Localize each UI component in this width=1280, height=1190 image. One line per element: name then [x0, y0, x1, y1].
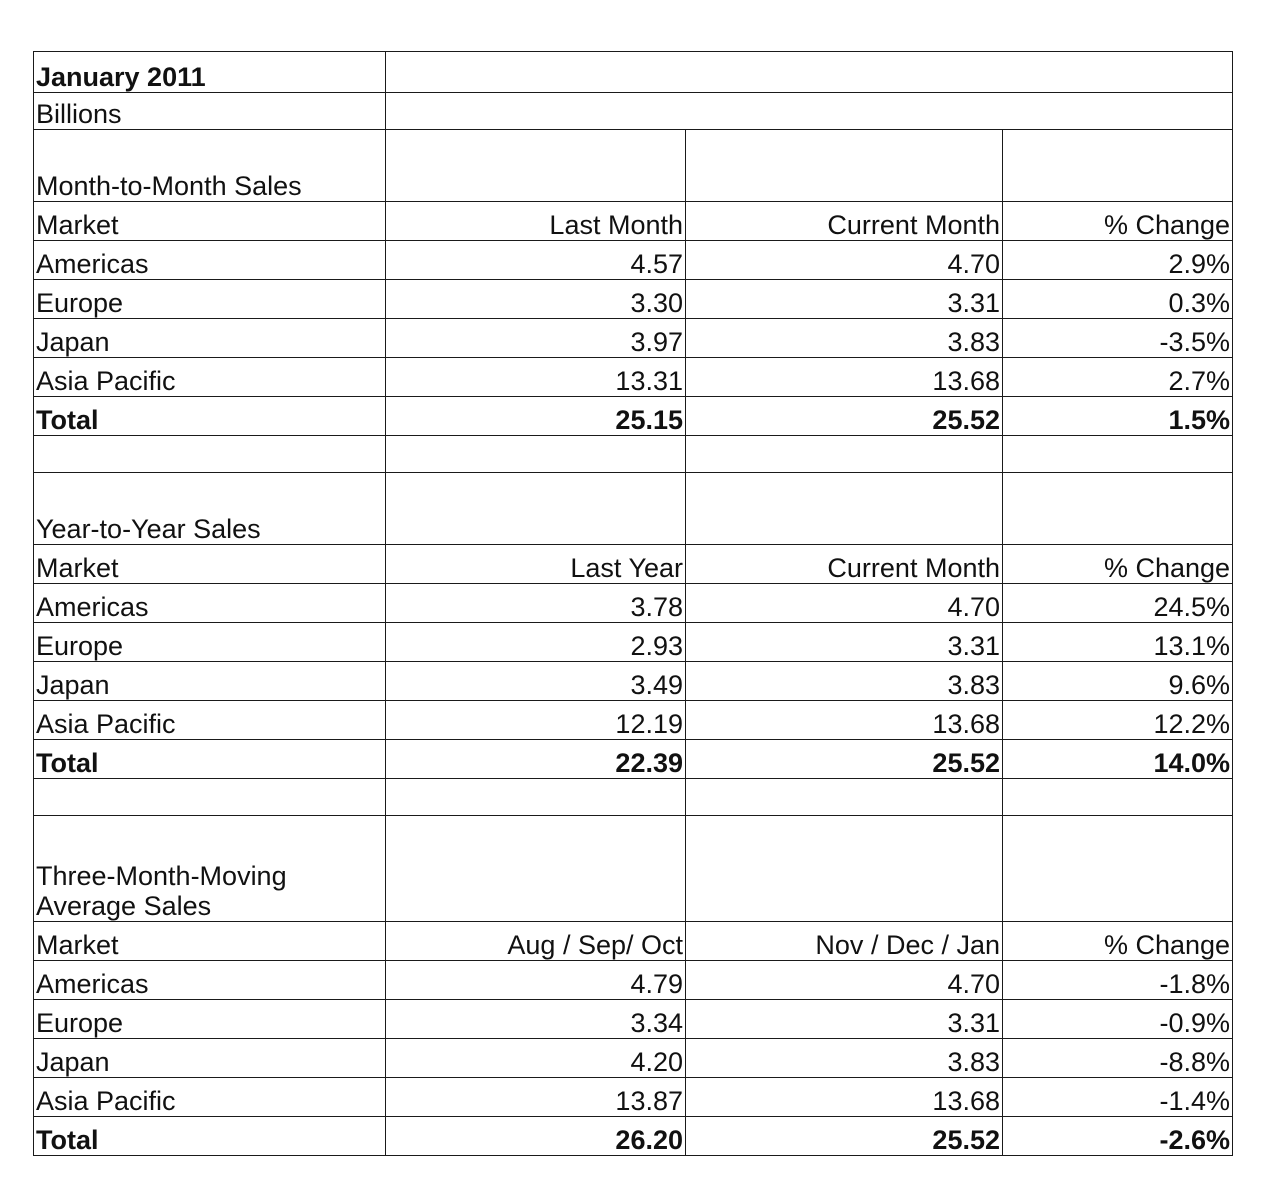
total-value: 25.52: [686, 740, 1003, 779]
table-row: [34, 1000, 1233, 1039]
value-cell: 3.34: [386, 1000, 686, 1039]
empty-cell: [1003, 436, 1233, 473]
total-row: [34, 1117, 1233, 1156]
section-title-row: [34, 816, 1233, 922]
market-cell: Asia Pacific: [34, 1078, 386, 1117]
value-cell: 13.68: [686, 358, 1003, 397]
table-row: [34, 701, 1233, 740]
unit-row: [34, 93, 1233, 130]
empty-cell: [386, 436, 686, 473]
market-cell: Japan: [34, 1039, 386, 1078]
empty-cell: [386, 816, 686, 922]
table-row: [34, 623, 1233, 662]
table-row: [34, 1039, 1233, 1078]
market-cell: Europe: [34, 280, 386, 319]
column-header: % Change: [1003, 922, 1233, 961]
empty-cell: [1003, 473, 1233, 545]
change-cell: -1.8%: [1003, 961, 1233, 1000]
empty-cell: [686, 779, 1003, 816]
total-change: 1.5%: [1003, 397, 1233, 436]
table-row: [34, 358, 1233, 397]
value-cell: 13.68: [686, 701, 1003, 740]
column-header-row: [34, 922, 1233, 961]
section-title: Year-to-Year Sales: [34, 473, 386, 545]
total-value: 26.20: [386, 1117, 686, 1156]
empty-cell: [686, 473, 1003, 545]
empty-cell: [1003, 130, 1233, 202]
market-cell: Americas: [34, 584, 386, 623]
total-change: -2.6%: [1003, 1117, 1233, 1156]
section-title-row: [34, 130, 1233, 202]
change-cell: 9.6%: [1003, 662, 1233, 701]
total-value: 25.15: [386, 397, 686, 436]
spacer-row: [34, 436, 1233, 473]
change-cell: -3.5%: [1003, 319, 1233, 358]
column-header-row: [34, 545, 1233, 584]
table-row: [34, 1078, 1233, 1117]
report-title: January 2011: [34, 52, 386, 93]
table-row: [34, 961, 1233, 1000]
column-header: Nov / Dec / Jan: [686, 922, 1003, 961]
value-cell: 12.19: [386, 701, 686, 740]
table-row: [34, 662, 1233, 701]
column-header: Last Year: [386, 545, 686, 584]
change-cell: -0.9%: [1003, 1000, 1233, 1039]
value-cell: 2.93: [386, 623, 686, 662]
empty-cell: [686, 130, 1003, 202]
value-cell: 4.70: [686, 241, 1003, 280]
market-cell: Japan: [34, 662, 386, 701]
value-cell: 13.68: [686, 1078, 1003, 1117]
total-value: 25.52: [686, 1117, 1003, 1156]
empty-cell: [386, 93, 1233, 130]
empty-cell: [34, 436, 386, 473]
value-cell: 4.20: [386, 1039, 686, 1078]
column-header: Current Month: [686, 202, 1003, 241]
value-cell: 3.31: [686, 1000, 1003, 1039]
value-cell: 4.57: [386, 241, 686, 280]
column-header: % Change: [1003, 202, 1233, 241]
change-cell: 13.1%: [1003, 623, 1233, 662]
value-cell: 13.31: [386, 358, 686, 397]
market-cell: Europe: [34, 623, 386, 662]
total-value: 25.52: [686, 397, 1003, 436]
total-value: 22.39: [386, 740, 686, 779]
section-title-row: [34, 473, 1233, 545]
change-cell: -1.4%: [1003, 1078, 1233, 1117]
market-cell: Asia Pacific: [34, 358, 386, 397]
value-cell: 3.83: [686, 319, 1003, 358]
table-row: [34, 319, 1233, 358]
unit-label: Billions: [34, 93, 386, 130]
column-header: Last Month: [386, 202, 686, 241]
value-cell: 13.87: [386, 1078, 686, 1117]
value-cell: 3.30: [386, 280, 686, 319]
change-cell: 0.3%: [1003, 280, 1233, 319]
empty-cell: [34, 779, 386, 816]
empty-cell: [386, 473, 686, 545]
column-header: Market: [34, 202, 386, 241]
column-header: Market: [34, 545, 386, 584]
market-cell: Asia Pacific: [34, 701, 386, 740]
value-cell: 3.83: [686, 662, 1003, 701]
market-cell: Americas: [34, 241, 386, 280]
value-cell: 4.70: [686, 961, 1003, 1000]
market-cell: Americas: [34, 961, 386, 1000]
value-cell: 4.70: [686, 584, 1003, 623]
change-cell: 2.9%: [1003, 241, 1233, 280]
empty-cell: [386, 779, 686, 816]
section-title: Three-Month-Moving Average Sales: [34, 816, 386, 922]
empty-cell: [686, 436, 1003, 473]
value-cell: 3.83: [686, 1039, 1003, 1078]
empty-cell: [1003, 779, 1233, 816]
sales-table: [33, 51, 1233, 1156]
table-row: [34, 241, 1233, 280]
total-row: [34, 740, 1233, 779]
total-label: Total: [34, 1117, 386, 1156]
change-cell: -8.8%: [1003, 1039, 1233, 1078]
column-header: Aug / Sep/ Oct: [386, 922, 686, 961]
empty-cell: [1003, 816, 1233, 922]
table-row: [34, 584, 1233, 623]
total-label: Total: [34, 740, 386, 779]
market-cell: Europe: [34, 1000, 386, 1039]
empty-cell: [386, 130, 686, 202]
spacer-row: [34, 779, 1233, 816]
change-cell: 2.7%: [1003, 358, 1233, 397]
column-header: Current Month: [686, 545, 1003, 584]
column-header-row: [34, 202, 1233, 241]
empty-cell: [386, 52, 1233, 93]
section-title: Month-to-Month Sales: [34, 130, 386, 202]
value-cell: 3.78: [386, 584, 686, 623]
title-row: [34, 52, 1233, 93]
table-row: [34, 280, 1233, 319]
change-cell: 12.2%: [1003, 701, 1233, 740]
value-cell: 4.79: [386, 961, 686, 1000]
value-cell: 3.31: [686, 623, 1003, 662]
column-header: % Change: [1003, 545, 1233, 584]
total-label: Total: [34, 397, 386, 436]
value-cell: 3.31: [686, 280, 1003, 319]
value-cell: 3.49: [386, 662, 686, 701]
market-cell: Japan: [34, 319, 386, 358]
column-header: Market: [34, 922, 386, 961]
total-change: 14.0%: [1003, 740, 1233, 779]
total-row: [34, 397, 1233, 436]
change-cell: 24.5%: [1003, 584, 1233, 623]
value-cell: 3.97: [386, 319, 686, 358]
empty-cell: [686, 816, 1003, 922]
